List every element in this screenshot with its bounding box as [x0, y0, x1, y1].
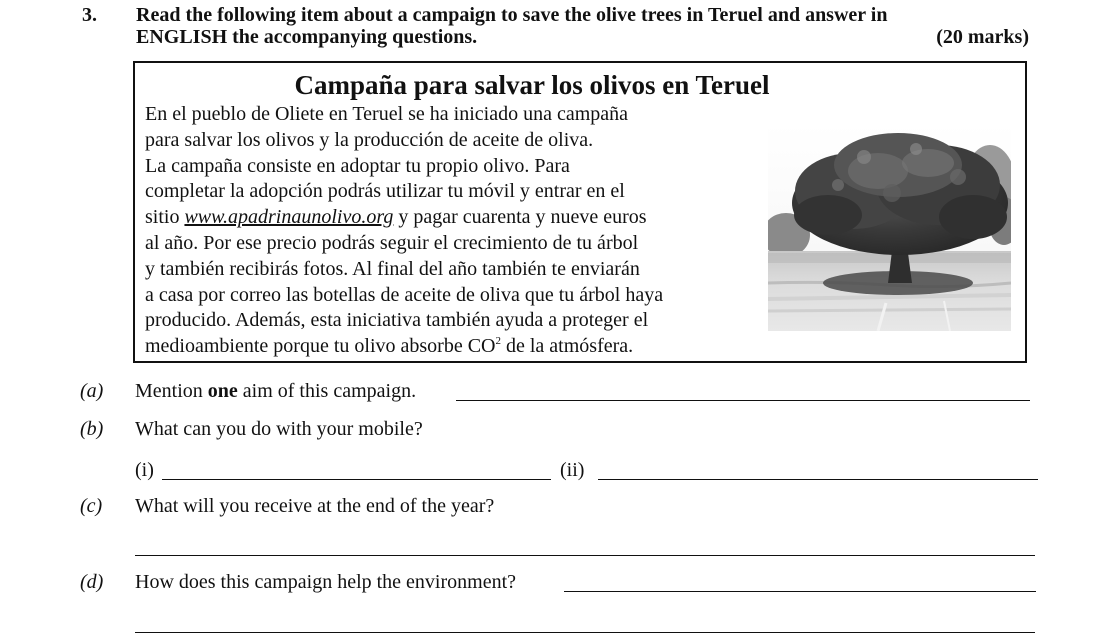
article-line: completar la adopción podrás utilizar tu móvil y entrar en el	[145, 180, 625, 203]
article-line: a casa por correo las botellas de aceite de oliva que tu árbol haya	[145, 283, 664, 306]
item-b-label: (b)	[80, 418, 104, 440]
article-body	[145, 102, 745, 360]
answer-line-a[interactable]	[456, 400, 1030, 401]
superscript-two: 2	[495, 335, 501, 348]
answer-line-b-ii[interactable]	[598, 479, 1038, 480]
item-a-question	[135, 380, 416, 403]
article-text: sitio	[145, 206, 185, 229]
question-instructions	[136, 4, 1036, 48]
article-line: producido. Además, esta iniciativa también ayuda a proteger el	[145, 309, 649, 332]
answer-line-d[interactable]	[564, 591, 1036, 592]
item-c-label: (c)	[80, 495, 103, 517]
article-line	[145, 334, 745, 360]
answer-line-c[interactable]	[135, 555, 1035, 556]
question-marks: (20 marks)	[936, 26, 1029, 48]
article-text: y pagar cuarenta y nueve euros	[393, 206, 647, 229]
question-line-1: Read the following item about a campaign to save the olive trees in Teruel and answer in	[136, 4, 888, 26]
article-line: para salvar los olivos y la producción de aceite de oliva.	[145, 128, 594, 151]
item-d-label: (d)	[80, 571, 104, 593]
article-title: Campaña para salvar los olivos en Teruel	[294, 70, 770, 100]
question-line-2-text: ENGLISH the accompanying questions.	[136, 26, 478, 48]
article-line: La campaña consiste en adoptar tu propio olivo. Para	[145, 154, 570, 177]
item-b-question: What can you do with your mobile?	[135, 418, 423, 440]
article-line: En el pueblo de Oliete en Teruel se ha iniciado una campaña	[145, 103, 629, 125]
item-a-text: Mention	[135, 380, 208, 402]
article-line: y también recibirás fotos. Al final del año también te enviarán	[145, 257, 640, 280]
answer-line-d-2[interactable]	[135, 632, 1035, 633]
item-b-sub-i-label: (i)	[135, 459, 154, 481]
answer-line-b-i[interactable]	[162, 479, 551, 480]
item-a-text: aim of this campaign.	[237, 380, 417, 402]
article-box	[133, 61, 1027, 363]
item-c-question: What will you receive at the end of the year?	[135, 495, 495, 517]
item-a-label: (a)	[80, 380, 104, 402]
question-line-2	[136, 26, 1029, 48]
item-b-sub-ii-label: (ii)	[560, 459, 585, 481]
item-d-question: How does this campaign help the environment?	[135, 571, 517, 593]
olive-tree-photo	[768, 123, 1011, 331]
article-text: de la atmósfera.	[500, 335, 634, 358]
article-url-link[interactable]: www.apadrinaunolivo.org	[184, 206, 394, 229]
article-line	[145, 205, 745, 231]
article-line: al año. Por ese precio podrás seguir el crecimiento de tu árbol	[145, 231, 639, 254]
item-a-emphasis: one	[207, 380, 238, 402]
article-text: medioambiente porque tu olivo absorbe CO	[145, 335, 496, 358]
question-number: 3.	[82, 4, 97, 26]
